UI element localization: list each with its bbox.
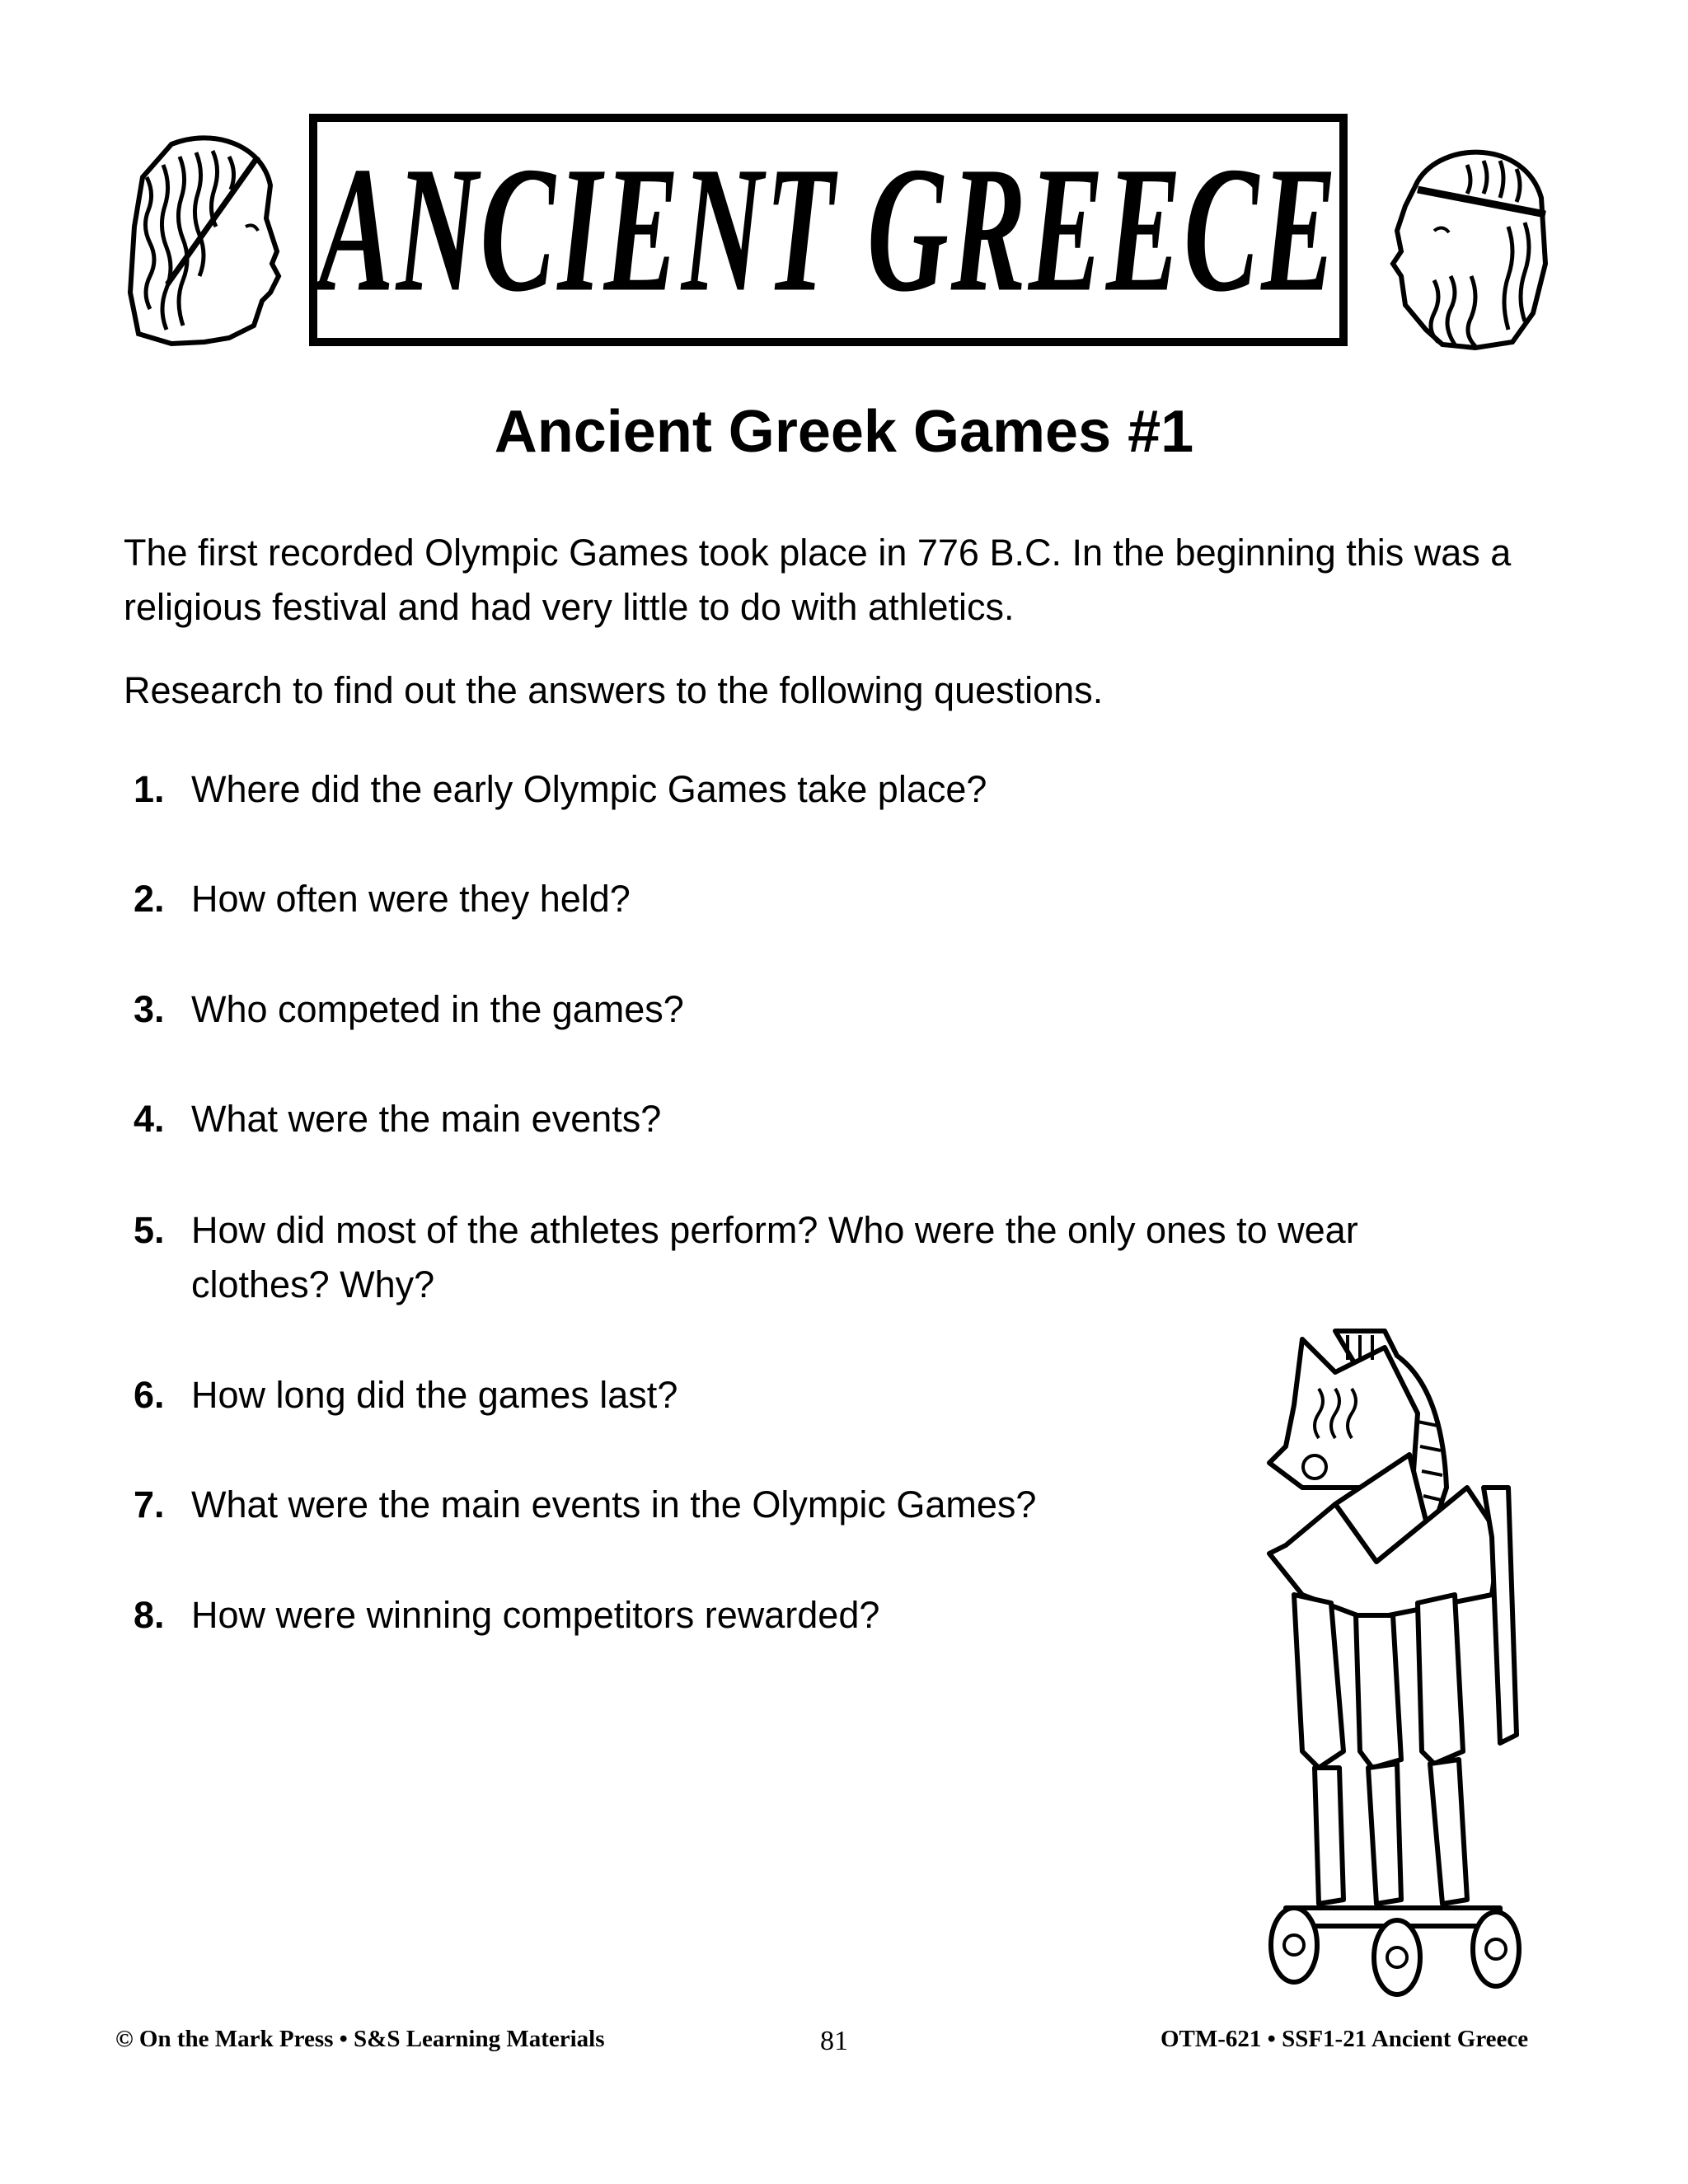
banner-title: ANCIENT GREECE <box>318 130 1339 330</box>
question-text: How often were they held? <box>191 878 631 920</box>
question-number: 3. <box>134 988 165 1030</box>
footer-product-code: OTM-621 • SSF1-21 Ancient Greece <box>1160 2026 1529 2052</box>
question-text: How long did the games last? <box>191 1374 678 1416</box>
question-number: 7. <box>134 1483 165 1526</box>
question-item <box>134 762 1419 817</box>
question-item <box>134 1478 1419 1532</box>
page-number: 81 <box>820 2026 848 2056</box>
question-item <box>134 1092 1419 1146</box>
question-text: How did most of the athletes perform? Who were the only ones to wear clothes? Why? <box>191 1209 1358 1305</box>
banner <box>309 114 1348 346</box>
trojan-horse-icon <box>1253 1323 1533 1999</box>
question-number: 5. <box>134 1209 165 1251</box>
question-number: 8. <box>134 1594 165 1636</box>
question-item <box>134 1368 1419 1422</box>
question-text: Where did the early Olympic Games take place? <box>191 768 987 810</box>
intro-paragraph: The first recorded Olympic Games took place in 776 B.C. In the beginning this was a religious festival and had very little to do with athletics. <box>124 532 1512 628</box>
question-text: Who competed in the games? <box>191 988 684 1030</box>
greek-woman-profile-icon <box>122 128 312 350</box>
question-number: 4. <box>134 1098 165 1140</box>
question-text: How were winning competitors rewarded? <box>191 1594 880 1636</box>
question-text: What were the main events? <box>191 1098 662 1140</box>
question-number: 2. <box>134 878 165 920</box>
instruction-text: Research to find out the answers to the following questions. <box>124 669 1104 711</box>
question-item <box>134 982 1419 1037</box>
question-text: What were the main events in the Olympic Games? <box>191 1483 1037 1526</box>
question-number: 1. <box>134 768 165 810</box>
greek-man-profile-icon <box>1368 132 1558 354</box>
question-item <box>134 1203 1452 1312</box>
question-item <box>134 872 1419 926</box>
question-number: 6. <box>134 1374 165 1416</box>
footer-copyright: © On the Mark Press • S&S Learning Materials <box>115 2026 605 2052</box>
question-item <box>134 1588 1419 1643</box>
page-title: Ancient Greek Games #1 <box>494 399 1194 465</box>
